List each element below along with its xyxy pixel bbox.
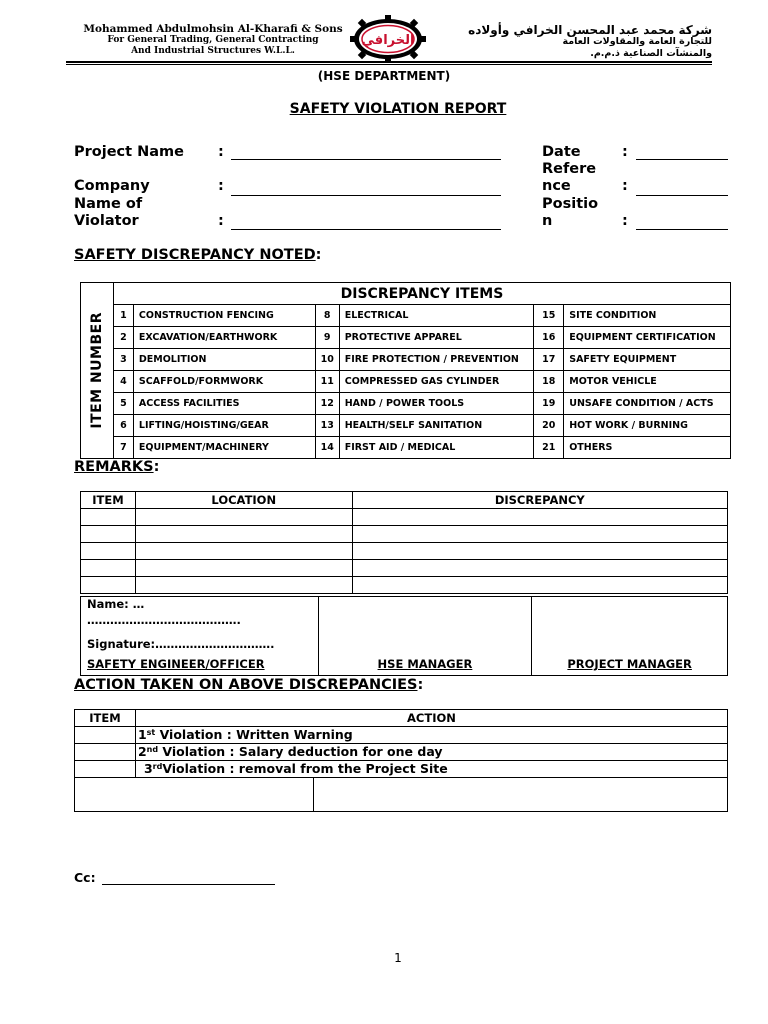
discrepancy-item-number: 14 — [315, 437, 339, 459]
discrepancy-row — [81, 371, 731, 393]
position-field[interactable] — [636, 229, 728, 230]
discrepancy-item-number: 6 — [113, 415, 133, 437]
discrepancy-item-number: 20 — [534, 415, 564, 437]
action-item-cell[interactable] — [75, 744, 136, 761]
discrepancy-items-table — [80, 282, 731, 459]
safety-engineer-label: SAFETY ENGINEER/OFFICER — [87, 657, 265, 671]
header-rule-thin — [66, 64, 712, 65]
remarks-col-location: LOCATION — [135, 492, 352, 509]
project-name-field[interactable] — [231, 159, 501, 160]
department-label: (HSE DEPARTMENT) — [317, 69, 451, 83]
remarks-col-discrepancy: DISCREPANCY — [352, 492, 727, 509]
colon: : — [218, 213, 224, 229]
discrepancy-item-label: FIRST AID / MEDICAL — [339, 437, 534, 459]
colon: : — [218, 178, 224, 194]
action-row — [75, 744, 728, 761]
project-manager-signature-cell[interactable] — [532, 597, 728, 676]
discrepancy-item-label: SCAFFOLD/FORMWORK — [133, 371, 315, 393]
reference-label-part1: Refere — [542, 161, 597, 177]
discrepancy-item-label: EQUIPMENT CERTIFICATION — [564, 327, 731, 349]
colon: : — [622, 144, 628, 160]
company-label: Company — [74, 178, 150, 194]
signature-table — [80, 596, 728, 676]
discrepancy-item-number: 21 — [534, 437, 564, 459]
discrepancy-item-number: 19 — [534, 393, 564, 415]
discrepancy-item-label: EXCAVATION/EARTHWORK — [133, 327, 315, 349]
remarks-cell[interactable] — [135, 509, 352, 526]
action-text: 1st Violation : Written Warning — [135, 727, 727, 744]
remarks-cell[interactable] — [135, 526, 352, 543]
company-name-english — [78, 24, 348, 57]
date-field[interactable] — [636, 159, 728, 160]
remarks-cell[interactable] — [135, 543, 352, 560]
remarks-row — [81, 577, 728, 594]
discrepancy-item-number: 12 — [315, 393, 339, 415]
discrepancy-item-label: OTHERS — [564, 437, 731, 459]
remarks-table — [80, 491, 728, 594]
discrepancy-row — [81, 393, 731, 415]
remarks-cell[interactable] — [352, 543, 727, 560]
discrepancy-item-number: 18 — [534, 371, 564, 393]
remarks-row — [81, 526, 728, 543]
arabic-line-3: والمنشآت الصناعية ذ.م.م. — [590, 48, 712, 59]
action-heading: ACTION TAKEN ON ABOVE DISCREPANCIES: — [74, 677, 424, 693]
discrepancy-item-label: HOT WORK / BURNING — [564, 415, 731, 437]
discrepancy-item-label: SITE CONDITION — [564, 305, 731, 327]
safety-engineer-signature-cell[interactable] — [81, 597, 319, 676]
discrepancy-item-number: 13 — [315, 415, 339, 437]
page-number: 1 — [394, 951, 402, 965]
discrepancy-item-number: 7 — [113, 437, 133, 459]
discrepancy-item-number: 15 — [534, 305, 564, 327]
company-name-line-1: Mohammed Abdulmohsin Al-Kharafi & Sons — [83, 23, 343, 35]
name-of-label: Name of — [74, 196, 143, 212]
remarks-cell[interactable] — [81, 543, 136, 560]
colon: : — [622, 213, 628, 229]
remarks-cell[interactable] — [135, 577, 352, 594]
discrepancy-item-number: 4 — [113, 371, 133, 393]
remarks-row — [81, 543, 728, 560]
signature-line: Signature:…………………………. — [87, 637, 275, 651]
discrepancy-item-label: UNSAFE CONDITION / ACTS — [564, 393, 731, 415]
discrepancy-item-number: 11 — [315, 371, 339, 393]
colon: : — [622, 178, 628, 194]
position-label-part1: Positio — [542, 196, 599, 212]
company-name-line-2: For General Trading, General Contracting — [107, 35, 319, 45]
discrepancy-item-number: 9 — [315, 327, 339, 349]
discrepancy-item-label: PROTECTIVE APPAREL — [339, 327, 534, 349]
hse-manager-label: HSE MANAGER — [377, 657, 473, 671]
discrepancy-item-number: 2 — [113, 327, 133, 349]
action-text: 3rdViolation : removal from the Project Site — [135, 761, 727, 778]
logo-text: الخرافي — [361, 33, 415, 48]
action-row — [75, 761, 728, 778]
action-col-item: ITEM — [75, 710, 136, 727]
discrepancy-row — [81, 327, 731, 349]
discrepancy-items-header: DISCREPANCY ITEMS — [113, 283, 730, 305]
remarks-cell[interactable] — [352, 560, 727, 577]
action-blank-row — [75, 778, 728, 812]
discrepancy-item-label: CONSTRUCTION FENCING — [133, 305, 315, 327]
remarks-col-item: ITEM — [81, 492, 136, 509]
action-row — [75, 727, 728, 744]
remarks-row — [81, 509, 728, 526]
position-label-part2: n — [542, 213, 553, 229]
discrepancy-item-label: SAFETY EQUIPMENT — [564, 349, 731, 371]
discrepancy-item-number: 5 — [113, 393, 133, 415]
discrepancy-item-number: 17 — [534, 349, 564, 371]
company-name-line-3: And Industrial Structures W.L.L. — [131, 46, 295, 56]
action-blank-cell[interactable] — [75, 778, 314, 812]
discrepancy-item-number: 10 — [315, 349, 339, 371]
discrepancy-item-number: 16 — [534, 327, 564, 349]
date-label: Date — [542, 144, 581, 160]
remarks-cell[interactable] — [352, 509, 727, 526]
discrepancy-row — [81, 349, 731, 371]
remarks-cell[interactable] — [81, 509, 136, 526]
hse-manager-signature-cell[interactable] — [318, 597, 532, 676]
discrepancy-heading: SAFETY DISCREPANCY NOTED: — [74, 247, 322, 263]
remarks-cell[interactable] — [352, 577, 727, 594]
discrepancy-item-number: 1 — [113, 305, 133, 327]
header-rule — [66, 61, 712, 63]
discrepancy-item-label: HEALTH/SELF SANITATION — [339, 415, 534, 437]
violator-label: Violator — [74, 213, 139, 229]
company-name-arabic — [440, 24, 712, 60]
company-logo — [346, 14, 430, 64]
discrepancy-item-label: ACCESS FACILITIES — [133, 393, 315, 415]
project-manager-label: PROJECT MANAGER — [567, 657, 692, 671]
remarks-heading: REMARKS: — [74, 459, 160, 475]
discrepancy-item-label: ELECTRICAL — [339, 305, 534, 327]
arabic-line-1: شركة محمد عبد المحسن الخرافي وأولاده — [468, 23, 712, 37]
discrepancy-item-label: FIRE PROTECTION / PREVENTION — [339, 349, 534, 371]
discrepancy-row — [81, 415, 731, 437]
discrepancy-item-label: EQUIPMENT/MACHINERY — [133, 437, 315, 459]
discrepancy-item-number: 3 — [113, 349, 133, 371]
reference-label-part2: nce — [542, 178, 571, 194]
discrepancy-item-number: 8 — [315, 305, 339, 327]
discrepancy-item-label: LIFTING/HOISTING/GEAR — [133, 415, 315, 437]
project-name-label: Project Name — [74, 144, 184, 160]
remarks-cell[interactable] — [135, 560, 352, 577]
item-number-side-label: ITEM NUMBER — [81, 283, 114, 459]
action-col-action: ACTION — [135, 710, 727, 727]
discrepancy-row — [81, 305, 731, 327]
cc-label: Cc: — [74, 870, 96, 885]
action-item-cell[interactable] — [75, 727, 136, 744]
company-field[interactable] — [231, 195, 501, 196]
reference-field[interactable] — [636, 195, 728, 196]
signature-name-line: Name: … — [87, 597, 145, 611]
remarks-cell[interactable] — [81, 526, 136, 543]
action-text: 2nd Violation : Salary deduction for one day — [135, 744, 727, 761]
remarks-cell[interactable] — [352, 526, 727, 543]
action-table — [74, 709, 728, 812]
report-title: SAFETY VIOLATION REPORT — [289, 101, 507, 117]
discrepancy-item-label: MOTOR VEHICLE — [564, 371, 731, 393]
action-blank-cell[interactable] — [313, 778, 727, 812]
signature-dots: …………………………………. — [87, 613, 241, 627]
colon: : — [218, 144, 224, 160]
discrepancy-row — [81, 437, 731, 459]
remarks-cell[interactable] — [81, 577, 136, 594]
action-item-cell[interactable] — [75, 761, 136, 778]
cc-field[interactable] — [102, 884, 275, 885]
discrepancy-item-label: DEMOLITION — [133, 349, 315, 371]
discrepancy-item-label: COMPRESSED GAS CYLINDER — [339, 371, 534, 393]
violator-name-field[interactable] — [231, 229, 501, 230]
remarks-cell[interactable] — [81, 560, 136, 577]
remarks-row — [81, 560, 728, 577]
discrepancy-item-label: HAND / POWER TOOLS — [339, 393, 534, 415]
arabic-line-2: للتجارة العامة والمقاولات العامة — [562, 36, 712, 47]
